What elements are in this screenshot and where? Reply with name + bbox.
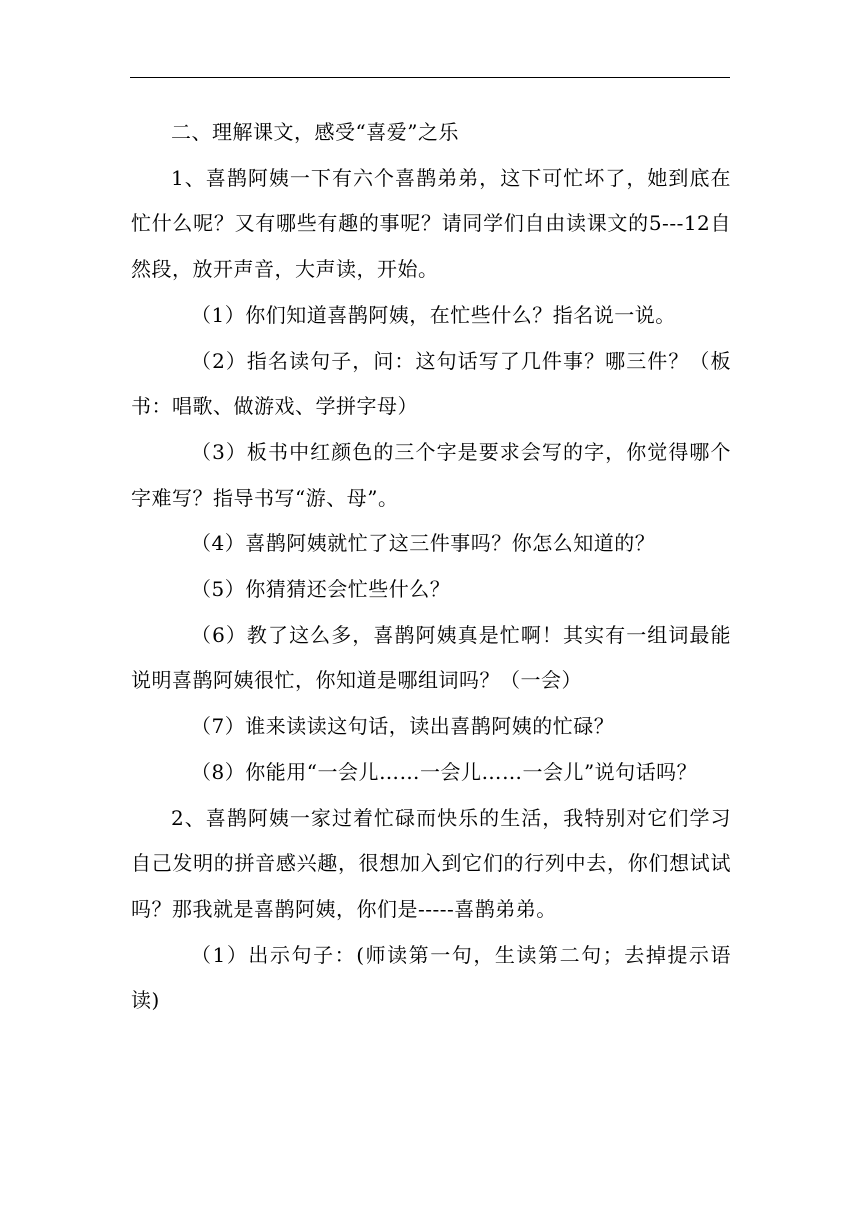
paragraph: （8）你能用“一会儿……一会儿……一会儿”说句话吗？: [191, 759, 698, 784]
section-heading: 二、理解课文，感受“喜爱”之乐: [171, 120, 459, 144]
paragraph: 1、喜鹊阿姨一下有六个喜鹊弟弟，这下可忙坏了，她到底在忙什么呢？又有哪些有趣的事呢？请同学们自由读课文的5---12自然段，放开声音，大声读，开始。: [131, 165, 731, 282]
header-rule: [130, 77, 730, 78]
paragraph: （2）指名读句子，问：这句话写了几件事？哪三件？（板书：唱歌、做游戏、学拼字母）: [131, 348, 731, 419]
paragraph: （5）你猜猜还会忙些什么？: [191, 577, 451, 602]
paragraph: （7）谁来读读这句话，读出喜鹊阿姨的忙碌？: [191, 714, 615, 739]
paragraph: （6）教了这么多，喜鹊阿姨真是忙啊！其实有一组词最能说明喜鹊阿姨很忙，你知道是哪组词吗？（一会）: [131, 622, 731, 693]
paragraph: （1）出示句子：(师读第一句，生读第二句；去掉提示语读): [131, 942, 731, 1013]
paragraph: 2、喜鹊阿姨一家过着忙碌而快乐的生活，我特别对它们学习自己发明的拼音感兴趣，很想加入到它们的行列中去，你们想试试吗？那我就是喜鹊阿姨，你们是-----喜鹊弟弟。: [131, 805, 731, 921]
paragraph: （4）喜鹊阿姨就忙了这三件事吗？你怎么知道的？: [191, 531, 656, 556]
paragraph: （3）板书中红颜色的三个字是要求会写的字，你觉得哪个字难写？指导书写“游、母”。: [131, 439, 731, 510]
document-body: [131, 110, 731, 1024]
paragraph: （1）你们知道喜鹊阿姨，在忙些什么？指名说一说。: [191, 302, 676, 327]
